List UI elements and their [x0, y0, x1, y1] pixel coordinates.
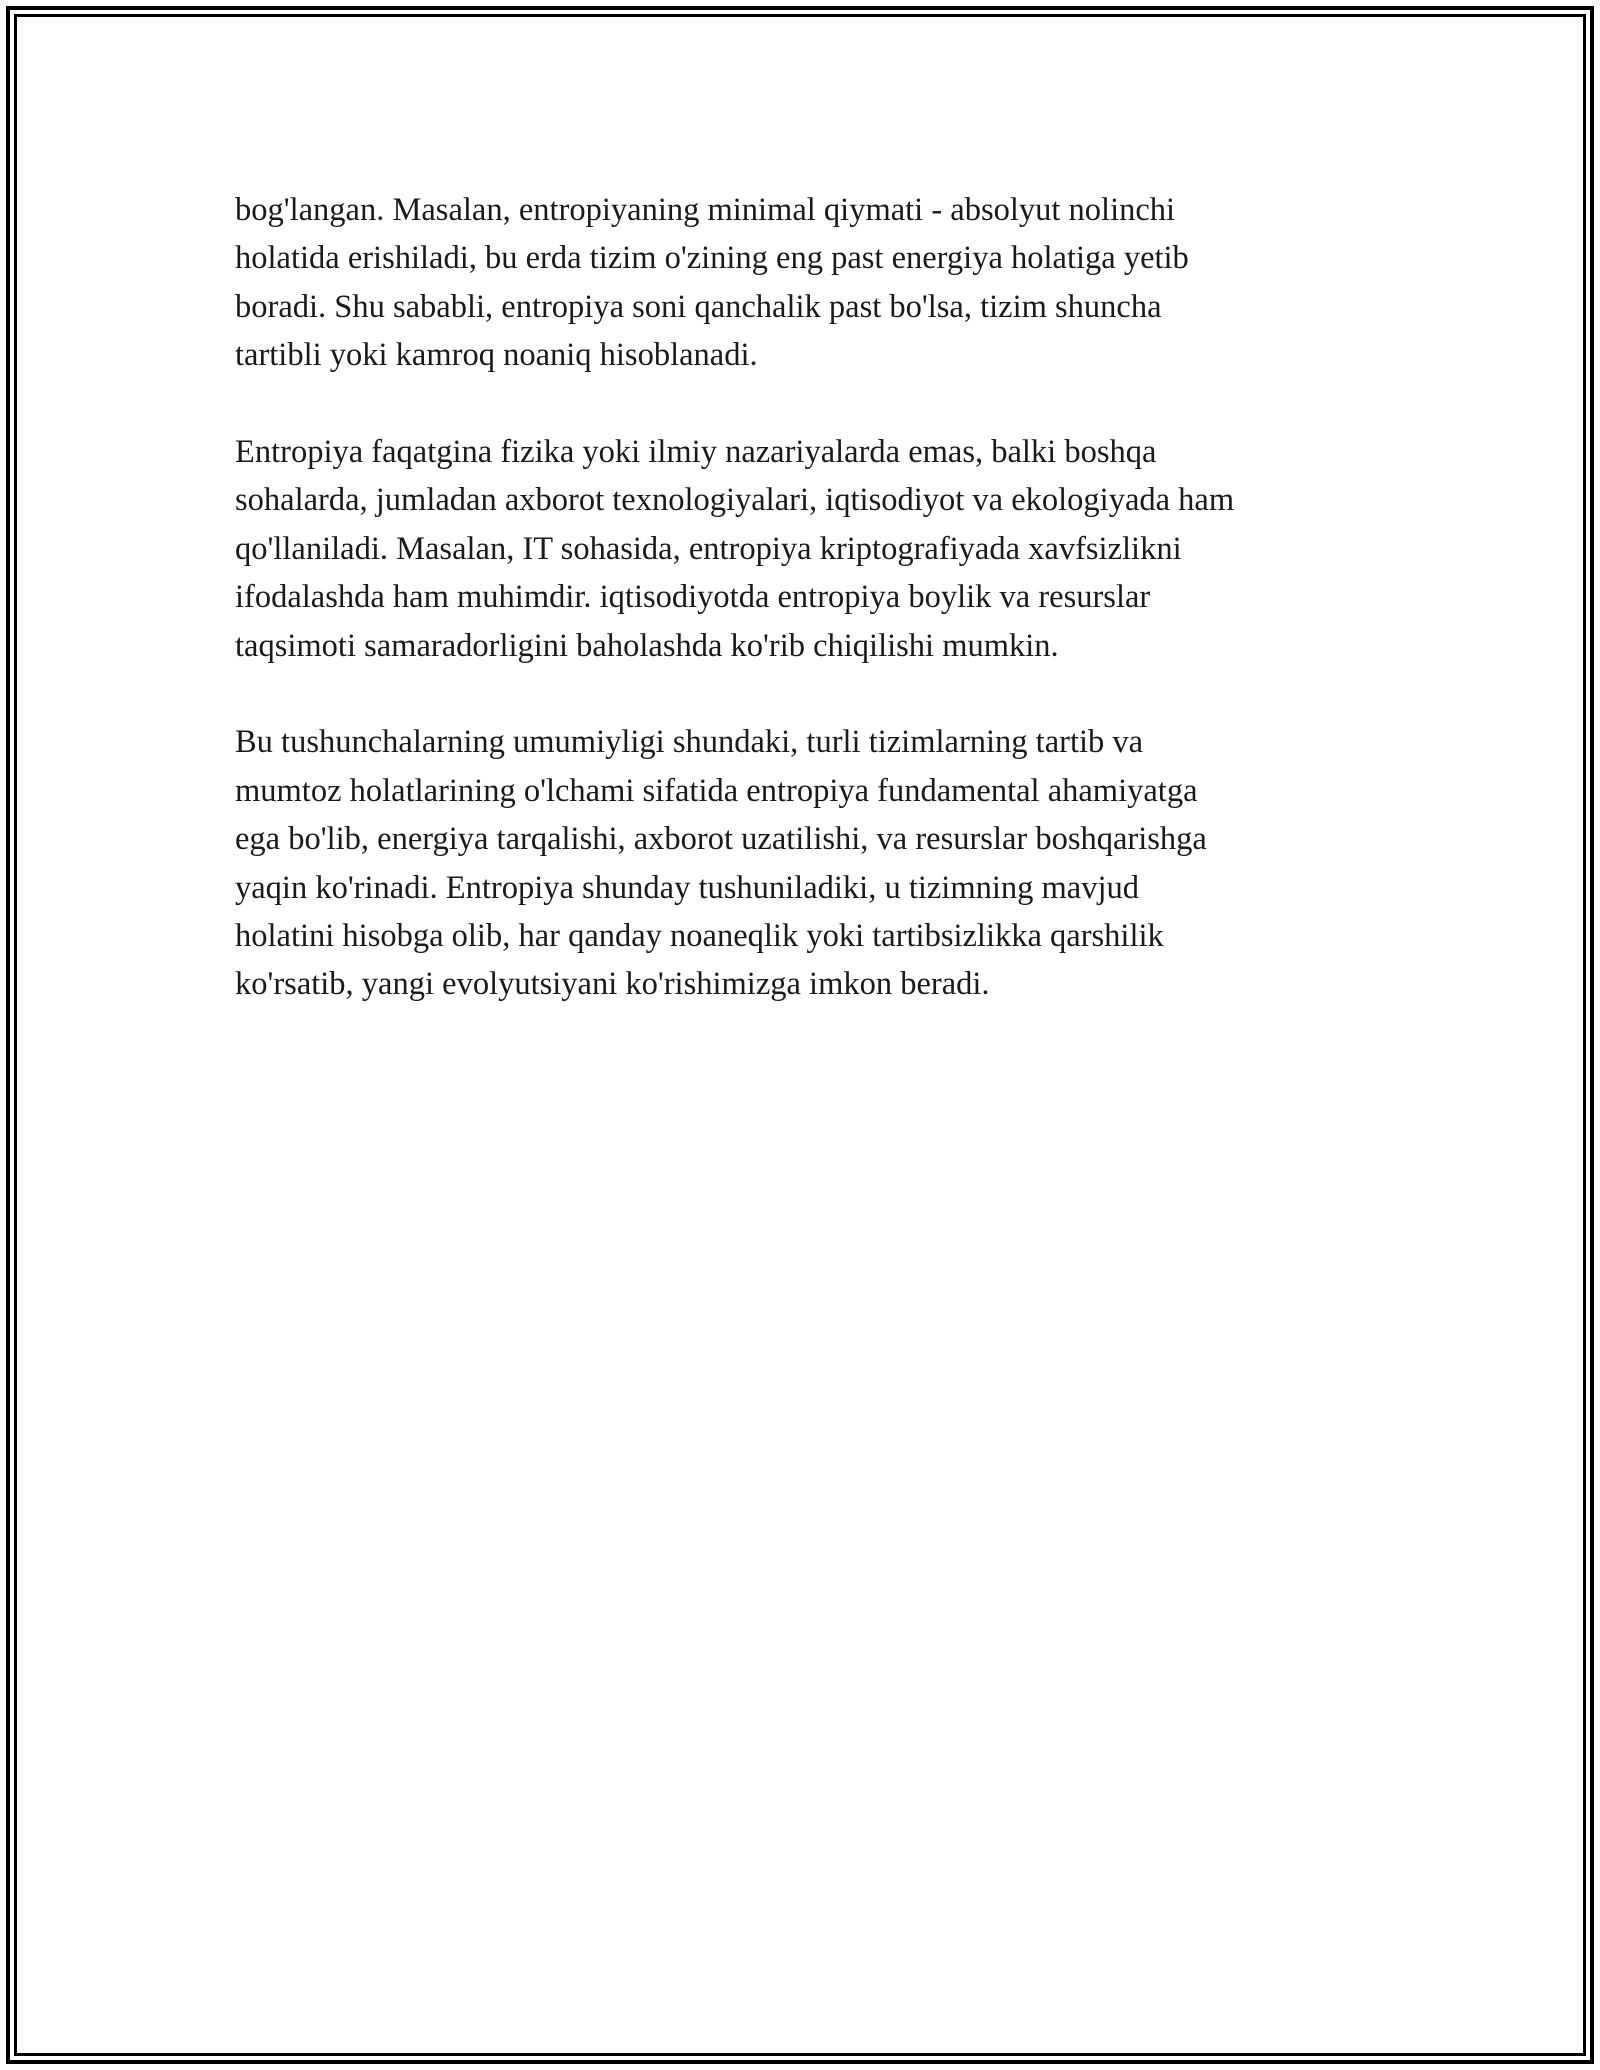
text-line: boradi. Shu sababli, entropiya soni qanchalik past bo'lsa, tizim shuncha [235, 288, 1162, 325]
paragraph-2 [235, 428, 1395, 670]
text-line: holatida erishiladi, bu erda tizim o'zining eng past energiya holatiga yetib [235, 240, 1189, 277]
paragraph-3 [235, 718, 1395, 1008]
text-line: qo'llaniladi. Masalan, IT sohasida, entropiya kriptografiyada xavfsizlikni [235, 530, 1182, 567]
text-line: mumtoz holatlarining o'lchami sifatida entropiya fundamental ahamiyatga [235, 772, 1198, 809]
text-line: ko'rsatib, yangi evolyutsiyani ko'rishimizga imkon beradi. [235, 966, 990, 1003]
document-body [235, 186, 1395, 1009]
text-line: holatini hisobga olib, har qanday noaneqlik yoki tartibsizlikka qarshilik [235, 918, 1164, 955]
text-line: Bu tushunchalarning umumiyligi shundaki, turli tizimlarning tartib va [235, 724, 1144, 761]
text-line: bog'langan. Masalan, entropiyaning minimal qiymati - absolyut nolinchi [235, 192, 1176, 228]
text-line: tartibli yoki kamroq noaniq hisoblanadi. [235, 337, 758, 374]
text-line: taqsimoti samaradorligini baholashda ko'rib chiqilishi mumkin. [235, 627, 1059, 664]
paragraph-1 [235, 186, 1395, 380]
text-line: sohalarda, jumladan axborot texnologiyalari, iqtisodiyot va ekologiyada ham [235, 482, 1235, 519]
text-line: ifodalashda ham muhimdir. iqtisodiyotda entropiya boylik va resurslar [235, 579, 1151, 616]
text-line: ega bo'lib, energiya tarqalishi, axborot uzatilishi, va resurslar boshqarishga [235, 821, 1207, 858]
text-line: Entropiya faqatgina fizika yoki ilmiy nazariyalarda emas, balki boshqa [235, 434, 1157, 471]
text-line: yaqin ko'rinadi. Entropiya shunday tushuniladiki, u tizimning mavjud [235, 869, 1140, 906]
